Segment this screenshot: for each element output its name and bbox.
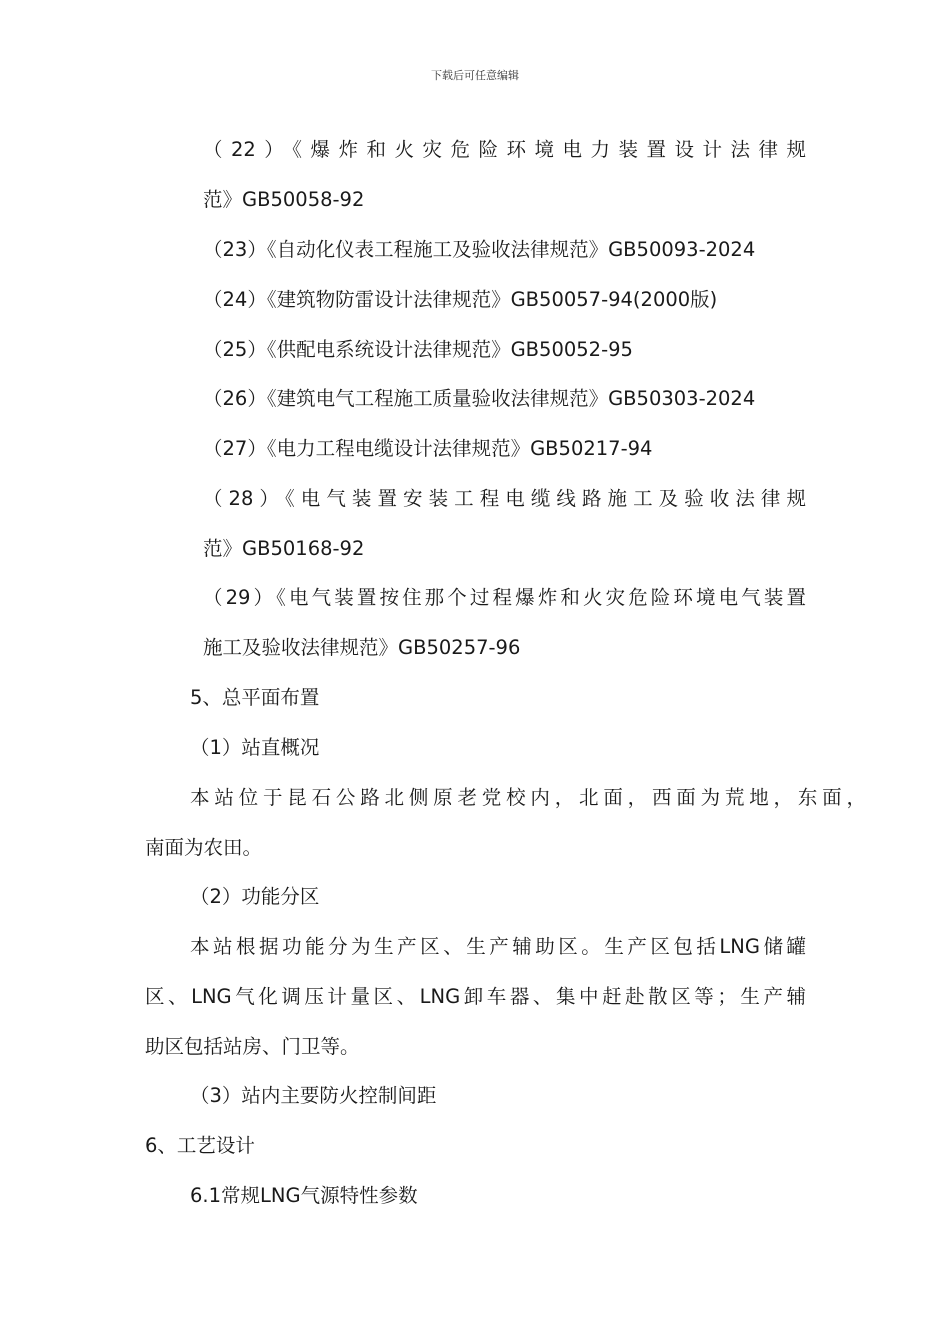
function-zones-paragraph-line-1: 本站根据功能分为生产区、生产辅助区。生产区包括LNG储罐	[190, 935, 806, 958]
ref-28-line-1: （28）《电气装置安装工程电缆线路施工及验收法律规	[203, 487, 806, 510]
ref-22-line-2: 范》GB50058-92	[203, 188, 365, 211]
subsection-2-heading: （2）功能分区	[190, 885, 320, 908]
site-overview-paragraph-line-1: 本站位于昆石公路北侧原老党校内，北面，西面为荒地，东面，	[190, 786, 866, 809]
subsection-3-heading: （3）站内主要防火控制间距	[190, 1084, 437, 1107]
ref-26: （26）《建筑电气工程施工质量验收法律规范》GB50303-2024	[203, 387, 756, 410]
function-zones-paragraph-line-3: 助区包括站房、门卫等。	[145, 1035, 360, 1058]
site-overview-paragraph-line-2: 南面为农田。	[145, 836, 263, 859]
section-5-heading: 5、总平面布置	[190, 686, 320, 709]
section-6-heading: 6、工艺设计	[145, 1134, 255, 1157]
function-zones-paragraph-line-2: 区、LNG气化调压计量区、LNG卸车器、集中赶赴散区等；生产辅	[145, 985, 806, 1008]
ref-27: （27）《电力工程电缆设计法律规范》GB50217-94	[203, 437, 653, 460]
ref-24: （24）《建筑物防雷设计法律规范》GB50057-94(2000版)	[203, 288, 718, 311]
ref-23: （23）《自动化仪表工程施工及验收法律规范》GB50093-2024	[203, 238, 756, 261]
subsection-1-heading: （1）站直概况	[190, 736, 320, 759]
ref-29-line-1: （29）《电气装置按住那个过程爆炸和火灾危险环境电气装置	[203, 586, 806, 609]
ref-28-line-2: 范》GB50168-92	[203, 537, 365, 560]
ref-25: （25）《供配电系统设计法律规范》GB50052-95	[203, 338, 633, 361]
subsection-6-1-heading: 6.1常规LNG气源特性参数	[190, 1184, 418, 1207]
ref-22-line-1: （22）《爆炸和火灾危险环境电力装置设计法律规	[203, 138, 806, 161]
page-header: 下载后可任意编辑	[431, 69, 519, 82]
ref-29-line-2: 施工及验收法律规范》GB50257-96	[203, 636, 521, 659]
